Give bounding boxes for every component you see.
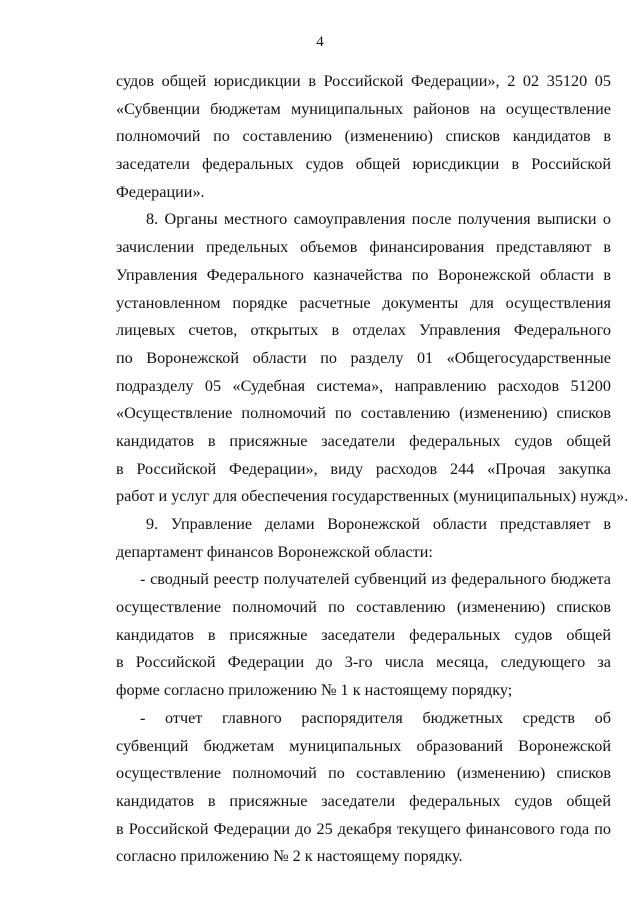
text-line: заседатели федеральных судов общей юрисдикции в Российской [116, 155, 611, 174]
text-line: в Российской Федерации до 25 декабря текущего финансового года по [116, 819, 611, 838]
text-line: установленном порядке расчетные документы для осуществления [116, 293, 611, 312]
text-line: работ и услуг для обеспечения государственных (муниципальных) нужд». [116, 487, 629, 506]
text-line: 9. Управление делами Воронежской области представляет в [146, 515, 611, 533]
text-line: полномочий по составлению (изменению) списков кандидатов в [116, 127, 611, 146]
text-line: 8. Органы местного самоуправления после получения выписки о [146, 210, 611, 229]
text-line: лицевых счетов, открытых в отделах Управления Федерального [116, 321, 611, 340]
text-line: кандидатов в присяжные заседатели федеральных судов общей [116, 625, 611, 644]
text-line: - отчет главного распорядителя бюджетных средств об [140, 708, 611, 727]
text-line: «Осуществление полномочий по составлению (изменению) списков [116, 404, 611, 423]
text-line: кандидатов в присяжные заседатели федеральных судов общей [116, 791, 611, 810]
page-number: 4 [316, 34, 324, 50]
text-line: осуществление полномочий по составлению (изменению) списков [116, 598, 611, 617]
text-line: кандидатов в присяжные заседатели федеральных судов общей [116, 431, 611, 450]
document-body [116, 68, 629, 871]
text-line: форме согласно приложению № 1 к настоящему порядку; [116, 681, 513, 700]
text-line: согласно приложению № 2 к настоящему порядку. [116, 847, 463, 866]
text-line: в Российской Федерации до 3-го числа месяца, следующего за [116, 653, 611, 672]
text-line: осуществление полномочий по составлению (изменению) списков [116, 764, 611, 783]
text-line: подразделу 05 «Судебная система», направлению расходов 51200 [116, 376, 611, 395]
text-line: «Субвенции бюджетам муниципальных районов на осуществление [116, 99, 611, 118]
text-line: - сводный реестр получателей субвенций из федерального бюджета [140, 570, 611, 589]
text-line: зачислении предельных объемов финансирования представляют в [116, 238, 611, 257]
text-line: судов общей юрисдикции в Российской Федерации», 2 02 35120 05 [116, 72, 611, 90]
text-line: по Воронежской области по разделу 01 «Общегосударственные [116, 348, 611, 367]
text-line: Управления Федерального казначейства по Воронежской области в [116, 265, 611, 284]
text-line: Федерации». [116, 182, 205, 201]
text-line: субвенций бюджетам муниципальных образований Воронежской [116, 736, 611, 755]
text-line: департамент финансов Воронежской области: [116, 542, 433, 561]
text-line: в Российской Федерации», виду расходов 244 «Прочая закупка [116, 459, 611, 478]
